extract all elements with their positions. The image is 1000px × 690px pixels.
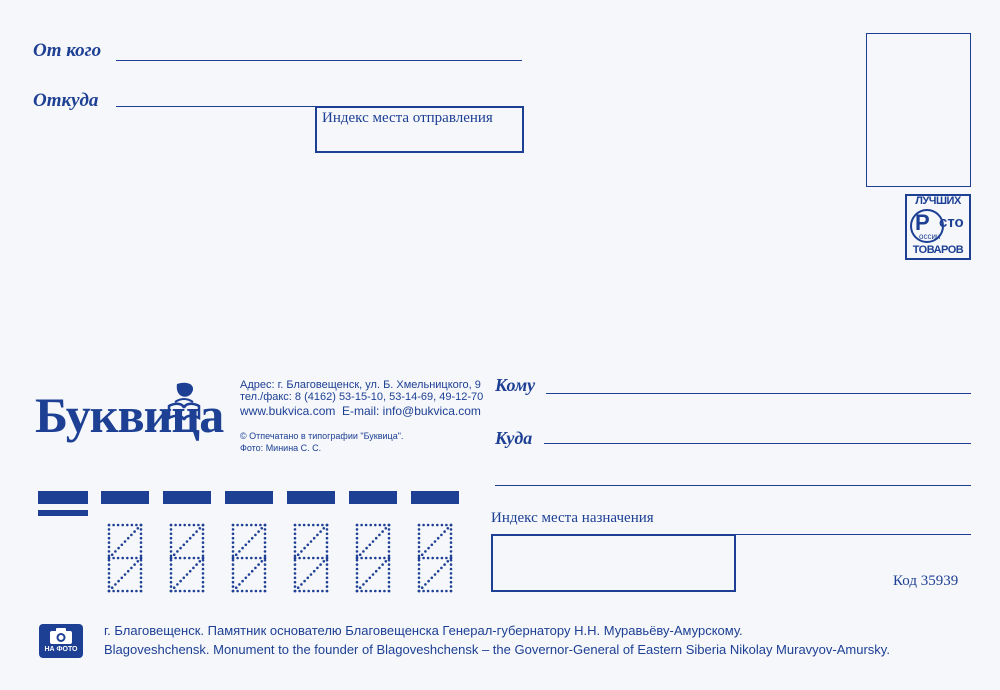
logo-text: Буквица	[35, 387, 224, 443]
sender-index-label: Индекс места отправления	[322, 110, 493, 126]
to-label: Кому	[495, 375, 536, 395]
caption-ru	[104, 623, 743, 638]
stamp-box	[866, 33, 971, 187]
photo-credit-name: Минина С. С.	[265, 443, 322, 453]
index-marker-bar-6	[411, 491, 459, 504]
index-digit-box[interactable]	[292, 522, 330, 594]
to-line[interactable]	[546, 393, 971, 394]
index-marker-bar-2	[163, 491, 211, 504]
recipient-index-label: Индекс места назначения	[491, 510, 654, 526]
from-label: От кого	[33, 40, 102, 61]
index-digit-box[interactable]	[168, 522, 206, 594]
publisher-logo	[35, 380, 225, 462]
badge-top-text: ЛУЧШИХ	[915, 195, 961, 207]
from-line[interactable]	[116, 60, 522, 61]
badge-center-right: сто	[939, 214, 964, 231]
index-marker-bar-4	[287, 491, 335, 504]
caption-ru-text: Памятник основателю Благовещенска Генерал-губернатору Н.Н. Муравьёву-Амурскому.	[204, 623, 743, 638]
index-marker-bar-0a	[38, 491, 88, 504]
caption-en-text: Monument to the founder of Blagoveshchensk – the Governor-General of Eastern Siberia Nikolay Muravyov-Amursky.	[209, 642, 890, 657]
publisher-website[interactable]: www.bukvica.com	[240, 404, 336, 418]
where-to-line-2[interactable]	[495, 485, 971, 486]
index-digit-box[interactable]	[354, 522, 392, 594]
caption-ru-city: г. Благовещенск.	[104, 623, 205, 638]
photo-credit-prefix: Фото:	[240, 443, 266, 453]
publisher-email[interactable]: E-mail: info@bukvica.com	[342, 404, 481, 418]
camera-icon	[49, 627, 73, 645]
caption-en-city: Blagoveshchensk.	[104, 642, 210, 657]
photo-badge	[39, 624, 83, 658]
index-digit-box[interactable]	[230, 522, 268, 594]
badge-bottom-text: ТОВАРОВ	[912, 244, 964, 256]
best-goods-badge	[905, 194, 971, 260]
badge-center-letter: Р	[915, 210, 930, 235]
index-marker-bar-1	[101, 491, 149, 504]
caption-en	[104, 642, 890, 657]
sender-index-box[interactable]	[315, 106, 524, 153]
badge-sub-text: оссии	[919, 232, 941, 241]
index-digit-box[interactable]	[106, 522, 144, 594]
where-to-label: Куда	[495, 428, 533, 448]
printed-note: © Отпечатано в типографии "Буквица".	[240, 431, 404, 441]
postcard-code: Код 35939	[893, 573, 959, 589]
where-label: Откуда	[33, 90, 99, 111]
index-digit-box[interactable]	[416, 522, 454, 594]
publisher-phone: тел./факс: 8 (4162) 53-15-10, 53-14-69, 49-12-70	[240, 391, 484, 403]
index-marker-bar-0b	[38, 510, 88, 516]
recipient-index-box[interactable]	[491, 534, 736, 592]
photo-credit	[240, 443, 321, 453]
index-marker-bar-5	[349, 491, 397, 504]
publisher-address: Адрес: г. Благовещенск, ул. Б. Хмельницкого, 9	[240, 379, 481, 391]
photo-badge-text: НА ФОТО	[44, 646, 78, 653]
index-marker-bar-3	[225, 491, 273, 504]
where-to-line-1[interactable]	[544, 443, 971, 444]
